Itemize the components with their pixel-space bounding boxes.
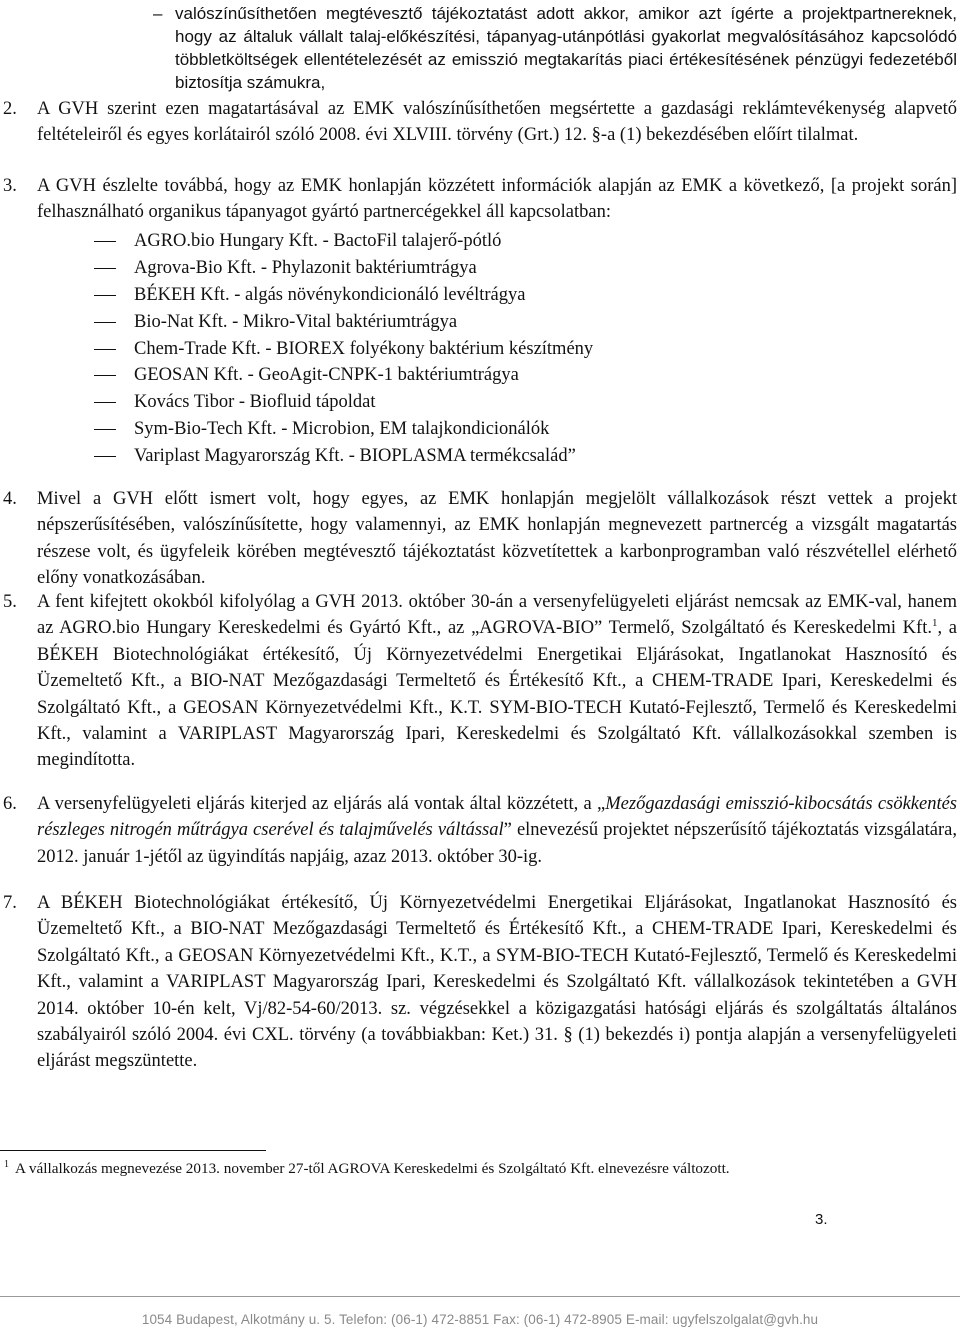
list-item bbox=[0, 362, 960, 389]
company-entry: Variplast Magyarország Kft. - BIOPLASMA termékcsalád” bbox=[134, 446, 576, 467]
partner-company-list bbox=[0, 228, 960, 470]
paragraph-text-part: A fent kifejtett okokból kifolyólag a GVH 2013. október 30-án a versenyfelügyeleti eljárást nemcsak az EMK-val, hanem az AGRO.bio Hungary Kereskedelmi és Gyártó Kft., az „AGROVA-BIO” Termelő, Szolgáltató és Kereskedelmi Kft. bbox=[37, 592, 957, 639]
paragraph-text: Mivel a GVH előtt ismert volt, hogy egyes, az EMK honlapján megjelölt vállalkozások részt vettek a projekt népszerűsítésében, valószínűsítette, hogy valamennyi, az EMK honlapján megnevezett partnercég a vizsgált magatartás részese volt, és ügyfeleik körében megtévesztő tájékoztatást közvetítettek a karbonprogramban való részvétellel elérhető előny vonatkozásában. bbox=[37, 489, 957, 589]
dash-bullet bbox=[94, 429, 116, 430]
paragraph-text: A GVH szerint ezen magatartásával az EMK valószínűsíthetően megsértette a gazdasági reklámtevékenység alapvető feltételeiről és egyes korlátairól szóló 2008. évi XLVIII. törvény (Grt.) 12. §-a (1) bekezdésében előírt tilalmat. bbox=[37, 99, 957, 146]
paragraph-number: 5. bbox=[3, 592, 17, 612]
paragraph-6 bbox=[3, 791, 958, 870]
paragraph-text: A GVH észlelte továbbá, hogy az EMK honlapján közzétett információk alapján az EMK a következő, [a projekt során] felhasználható organikus tápanyagot gyártó partnercégekkel áll kapcsolatban: bbox=[37, 176, 957, 223]
page-footer: 1054 Budapest, Alkotmány u. 5. Telefon: (06-1) 472-8851 Fax: (06-1) 472-8905 E-mail: ugyfelszolgalat@gvh.hu bbox=[141, 1312, 819, 1327]
paragraph-number: 7. bbox=[3, 893, 17, 913]
dash-bullet bbox=[94, 322, 116, 323]
company-entry: AGRO.bio Hungary Kft. - BactoFil talajerő-pótló bbox=[134, 231, 502, 251]
dash-bullet bbox=[94, 349, 116, 350]
paragraph-number: 6. bbox=[3, 794, 17, 814]
dash-bullet bbox=[94, 268, 116, 269]
company-entry: Bio-Nat Kft. - Mikro-Vital baktériumtrágya bbox=[134, 311, 458, 332]
paragraph-text: A BÉKEH Biotechnológiákat értékesítő, Új Környezetvédelmi Energetikai Eljárásokat, Ingatlanokat Hasznosító és Üzemeltető Kft., a BIO-NAT Mezőgazdasági Termeltető és Értékesítő Kft., a CHEM-TRADE Ipari, Kereskedelmi és Szolgáltató Kft., a GEOSAN Környezetvédelmi Kft., K.T., a SYM-BIO-TECH Kutató-Fejlesztő, Termelő és Kereskedelmi Kft., valamint a VARIPLAST Magyarország Ipari, Kereskedelmi és Szolgáltató Kft. vállalkozások tekintetében a GVH 2014. október 10-én kelt, Vj/82-54-60/2013. sz. végzésekkel a közigazgatási hatósági eljárás és szolgáltatás általános szabályairól szóló 2004. évi CXL. törvény (a továbbiakban: Ket.) 31. § (1) bekezdés i) pontja alapján a versenyfelügyeleti eljárást megszüntette. bbox=[37, 893, 957, 1072]
paragraph-number: 2. bbox=[3, 99, 17, 119]
company-entry: Kovács Tibor - Biofluid tápoldat bbox=[134, 392, 376, 413]
dash-bullet bbox=[94, 375, 116, 376]
paragraph-number: 3. bbox=[3, 176, 17, 196]
paragraph-7 bbox=[3, 890, 957, 1075]
dash-list-item bbox=[153, 2, 957, 94]
footnote-text: A vállalkozás megnevezése 2013. november 27-től AGROVA Kereskedelmi és Szolgáltató Kft. elnevezésre változott. bbox=[15, 1160, 730, 1177]
company-entry: Agrova-Bio Kft. - Phylazonit baktériumtrágya bbox=[134, 257, 477, 278]
company-entry: Chem-Trade Kft. - BIOREX folyékony baktérium készítmény bbox=[134, 338, 594, 359]
paragraph-text-part: , a BÉKEH Biotechnológiákat értékesítő, Új Környezetvédelmi Energetikai Eljárásokat, Ingatlanokat Hasznosító és Üzemeltető Kft., a BIO-NAT Mezőgazdasági Termeltető és Értékesítő Kft., a CHEM-TRADE Ipari, Kereskedelmi és Szolgáltató Kft., a GEOSAN Környezetvédelmi Kft., K.T. SYM-BIO-TECH Kutató-Fejlesztő, Termelő és Kereskedelmi Kft., valamint a VARIPLAST Magyarország Ipari, Kereskedelmi és Szolgáltató Kft. vállalkozásokkal szemben is megindította. bbox=[37, 618, 957, 771]
footnote-separator bbox=[0, 1150, 266, 1151]
paragraph-text bbox=[37, 791, 957, 870]
list-item bbox=[0, 282, 960, 309]
dash-bullet bbox=[94, 295, 116, 296]
paragraph-5 bbox=[3, 589, 957, 774]
dash-bullet bbox=[94, 241, 116, 242]
dash-bullet bbox=[94, 456, 116, 457]
page-number: 3. bbox=[815, 1211, 828, 1228]
list-item bbox=[0, 416, 960, 443]
paragraph-text bbox=[37, 589, 957, 774]
list-item bbox=[0, 255, 960, 282]
list-item bbox=[0, 336, 960, 363]
dash-item-text: valószínűsíthetően megtévesztő tájékoztatást adott akkor, amikor azt ígérte a projektpartnereknek, hogy az általuk vállalt talaj-előkészítési, tápanyag-utánpótlási gyakorlat megvalósításához kapcsolódó többletköltségek ellentételezését az emisszió megtakarítás piaci értékesítésének pénzügyi fedezetéből biztosítja számukra, bbox=[175, 4, 957, 92]
list-item bbox=[0, 309, 960, 336]
footnote-reference[interactable]: 1 bbox=[931, 617, 938, 630]
paragraph-4 bbox=[3, 486, 957, 592]
company-entry: GEOSAN Kft. - GeoAgit-CNPK-1 baktériumtrágya bbox=[134, 365, 519, 386]
paragraph-3 bbox=[3, 173, 957, 226]
footnote-mark: 1 bbox=[4, 1158, 9, 1170]
list-item bbox=[0, 389, 960, 416]
company-entry: Sym-Bio-Tech Kft. - Microbion, EM talajkondicionálók bbox=[134, 419, 550, 440]
paragraph-text-part: ” elnevezésű projektet népszerűsítő tájékoztatás vizsgálatára, 2012. január 1-jétől az ügyindítás napjáig, azaz 2013. október 30-ig. bbox=[37, 820, 958, 867]
list-item bbox=[0, 228, 960, 255]
list-item bbox=[0, 443, 960, 470]
footer-divider bbox=[0, 1296, 960, 1297]
paragraph-2 bbox=[3, 96, 957, 149]
footnote bbox=[4, 1159, 954, 1179]
paragraph-number: 4. bbox=[3, 489, 17, 509]
project-title: Mezőgazdasági emisszió-kibocsátás csökkentés részleges nitrogén műtrágya cserével és talajművelés váltással bbox=[37, 794, 958, 841]
dash-bullet bbox=[94, 402, 116, 403]
paragraph-text-part: A versenyfelügyeleti eljárás kiterjed az eljárás alá vontak által közzétett, a „ bbox=[37, 794, 606, 814]
dash-marker: – bbox=[153, 4, 163, 23]
company-entry: BÉKEH Kft. - algás növénykondicionáló levéltrágya bbox=[134, 284, 526, 305]
